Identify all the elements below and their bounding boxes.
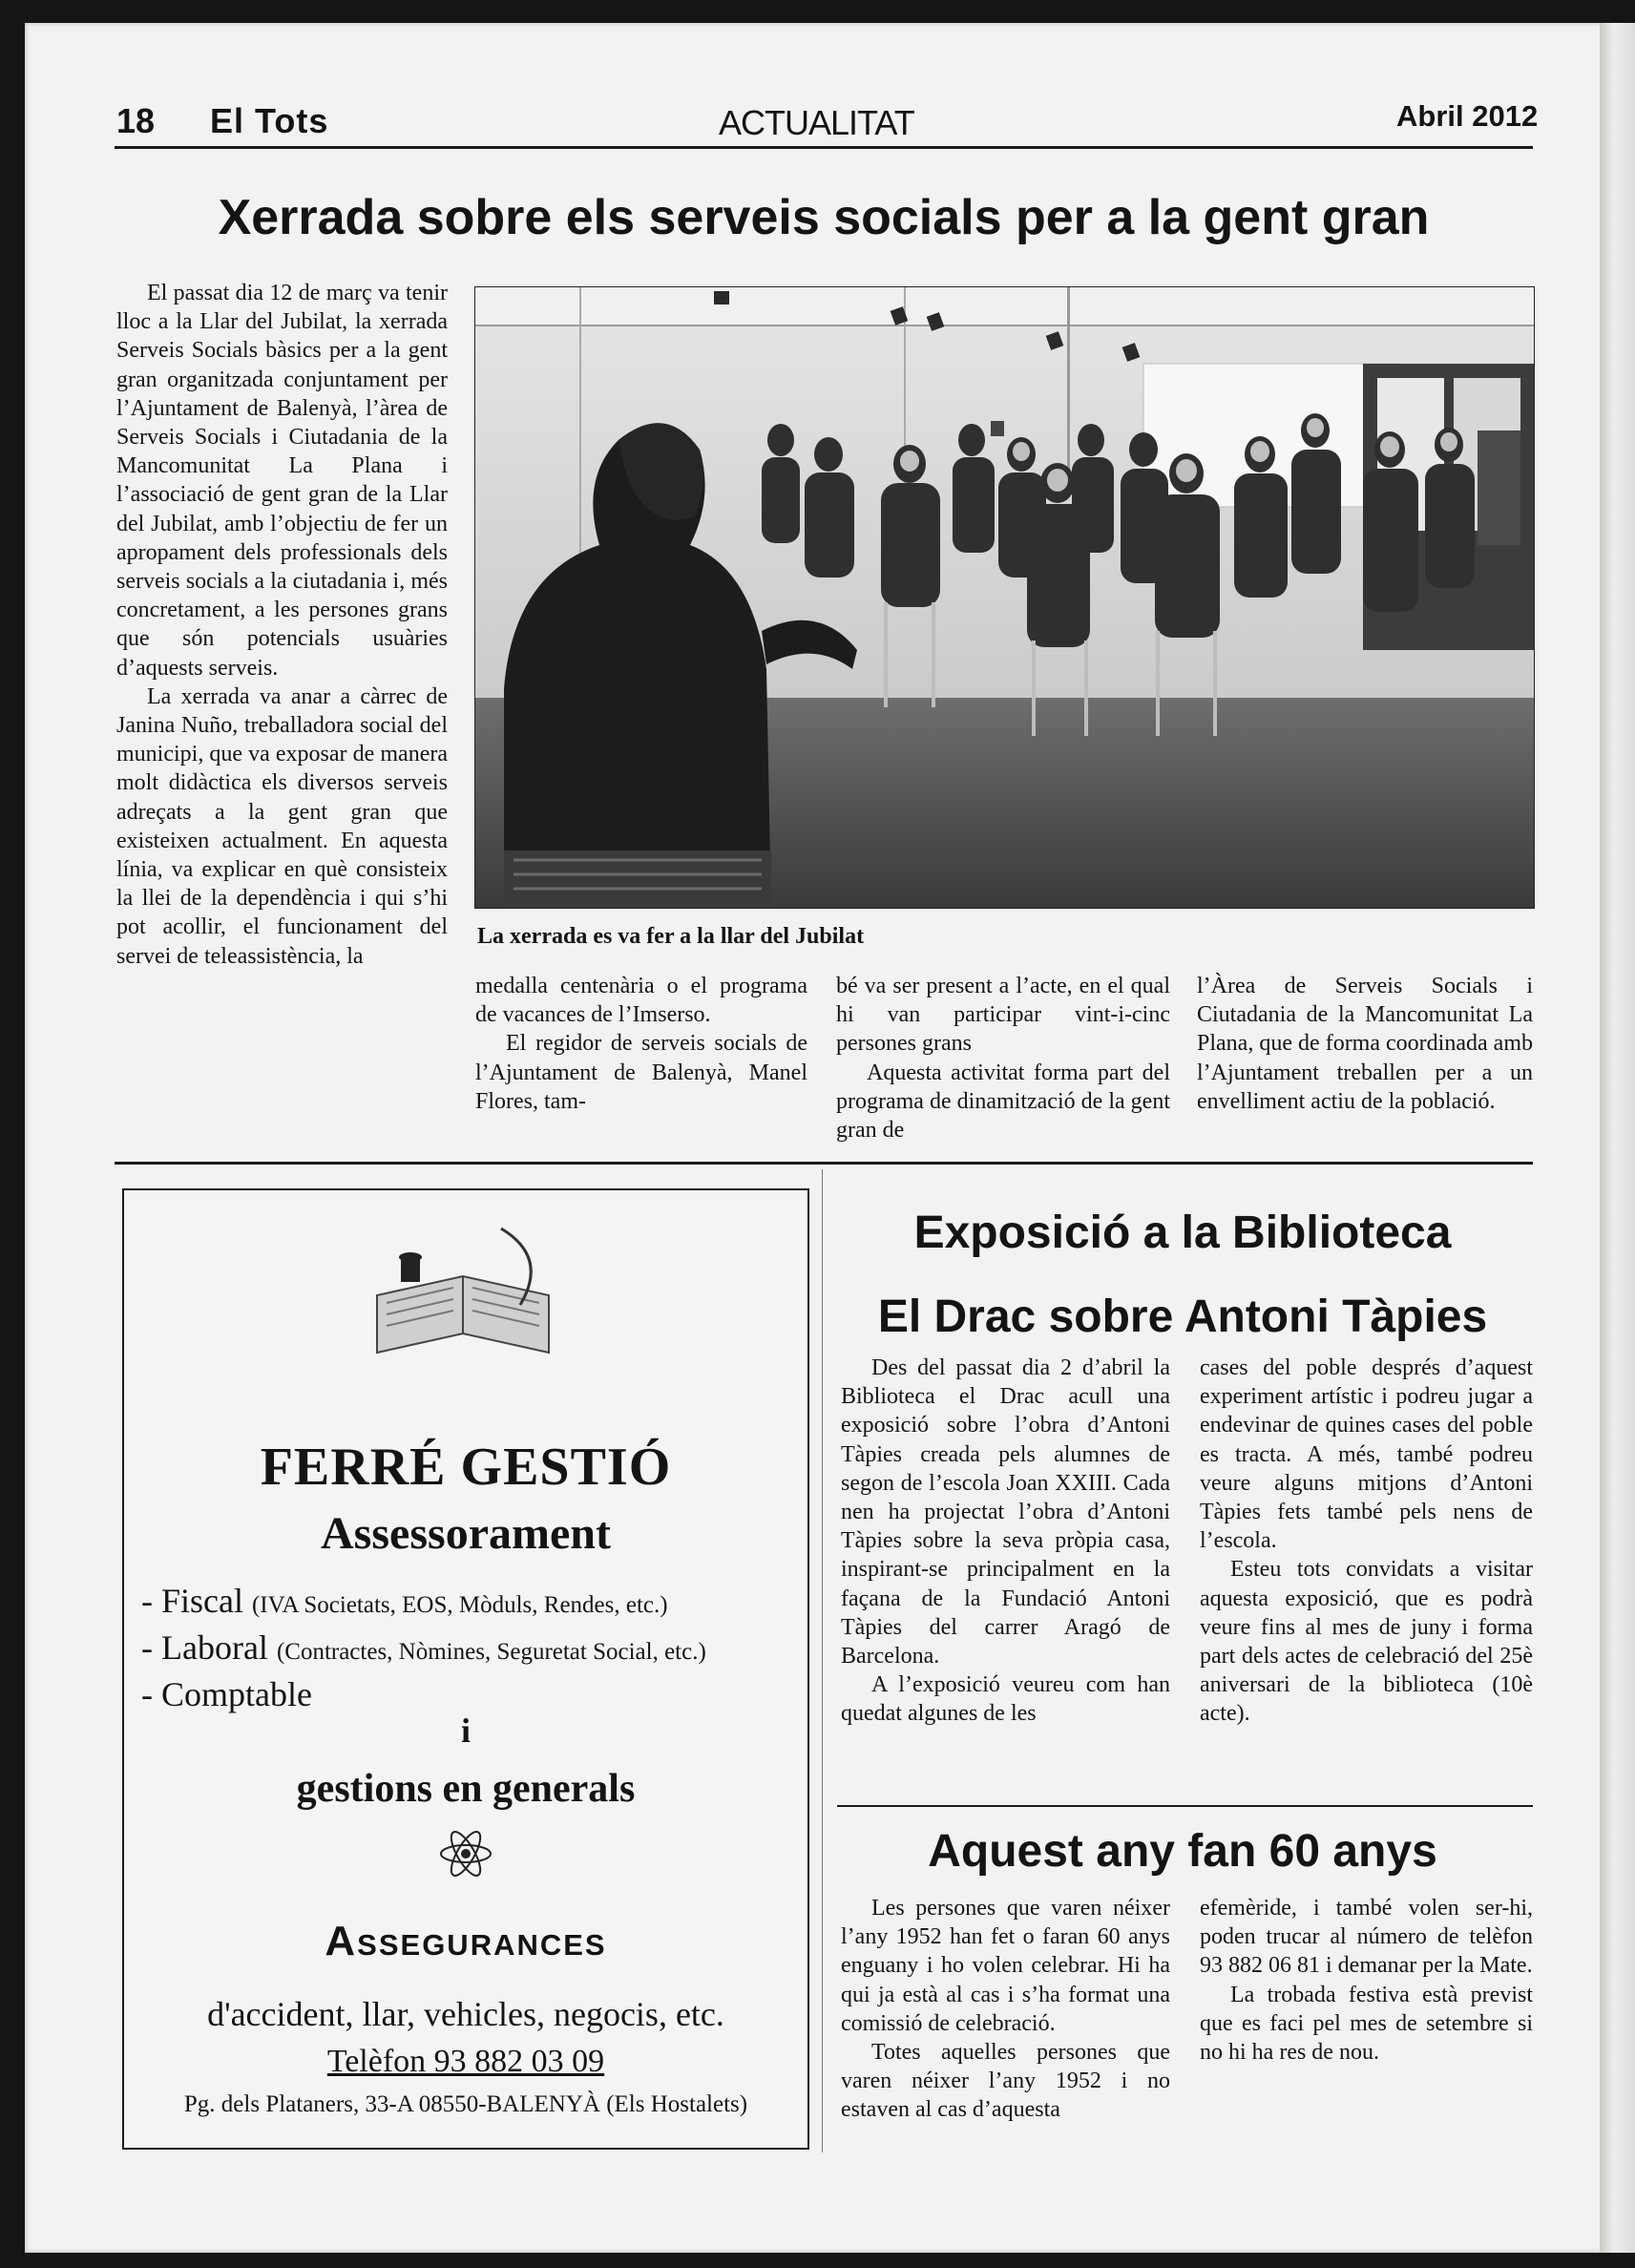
- article2-title-line-1: Exposició a la Biblioteca: [913, 1208, 1452, 1258]
- photo-caption: La xerrada es va fer a la llar del Jubilat: [477, 924, 865, 949]
- service-label: - Fiscal: [141, 1582, 243, 1620]
- paragraph: A l’exposició veureu com han quedat algunes de les: [841, 1672, 1170, 1727]
- article1-column-3: [836, 972, 1170, 1144]
- ad-brand: FERRÉ GESTIÓ: [260, 1438, 672, 1497]
- ad-general: gestions en generals: [296, 1767, 636, 1811]
- service-detail: (IVA Societats, EOS, Mòduls, Rendes, etc.): [251, 1592, 668, 1618]
- paragraph: l’Àrea de Serveis Socials i Ciutadania de la Mancomunitat La Plana, que de forma coordinada amb l’Ajuntament treballen per a un envelliment actiu de la població.: [1197, 974, 1533, 1114]
- ad-phone: Telèfon 93 882 03 09: [326, 2044, 605, 2079]
- atom-icon: [437, 1825, 494, 1882]
- ad-services-list: [141, 1580, 706, 1715]
- article-divider: [115, 1162, 1533, 1165]
- article1-photo: [474, 286, 1535, 909]
- paragraph: Aquesta activitat forma part del programa de dinamització de la gent gran de: [836, 1060, 1170, 1144]
- article2-title: [832, 1191, 1533, 1359]
- paragraph: Totes aquelles persones que varen néixer l’any 1952 i no estaven al cas d’aquesta: [841, 2040, 1170, 2123]
- ad-conjunction: i: [460, 1712, 471, 1750]
- advertisement: [122, 1188, 809, 2150]
- ad-subtitle: Assessorament: [321, 1508, 611, 1559]
- service-detail: (Contractes, Nòmines, Seguretat Social, etc.): [276, 1639, 706, 1665]
- page-edge: [1600, 23, 1635, 2253]
- ad-service: [141, 1627, 706, 1673]
- article2-column-1: [841, 1354, 1170, 1729]
- ad-address: Pg. dels Plataners, 33-A 08550-BALENYÀ (Els Hostalets): [183, 2091, 748, 2117]
- service-label: - Laboral: [141, 1628, 268, 1667]
- column-divider: [822, 1169, 823, 2152]
- paragraph: El regidor de serveis socials de l’Ajuntament de Balenyà, Manel Flores, tam-: [475, 1031, 807, 1114]
- paragraph: Des del passat dia 2 d’abril la Biblioteca el Drac acull una exposició sobre l’obra d’Antoni Tàpies creada pels alumnes de segon de l’escola Joan XXIII. Cada nen ha projectat l’obra d’Antoni Tàpies sobre la seva pròpia casa, inspirant-se principalment en la façana de la Fundació Antoni Tàpies del carrer Aragó de Barcelona.: [841, 1355, 1170, 1670]
- service-label: - Comptable: [141, 1675, 312, 1713]
- ad-service: [141, 1580, 706, 1627]
- page-number: 18: [116, 101, 156, 140]
- ad-insurance-list: d'accident, llar, vehicles, negocis, etc.: [207, 1995, 724, 2033]
- ad-service: [141, 1673, 706, 1715]
- article3-column-1: [841, 1894, 1170, 2125]
- paragraph: La trobada festiva està previst que es faci pel mes de setembre si no hi ha res de nou.: [1200, 1982, 1533, 2066]
- article3-column-2: [1200, 1894, 1533, 2067]
- ad-insurance-title: Assegurances: [325, 1918, 607, 1964]
- section-name: ACTUALITAT: [719, 103, 914, 142]
- paragraph: efemèride, i també volen ser-hi, poden trucar al número de telèfon 93 882 06 81 i demanar per la Mate.: [1200, 1896, 1533, 1979]
- paragraph: El passat dia 12 de març va tenir lloc a la Llar del Jubilat, la xerrada Serveis Socials bàsics per a la gent gran organitzada conjuntament per l’Ajuntament de Balenyà, l’àrea de Serveis Socials i Ciutadania de la Mancomunitat La Plana i l’associació de gent gran de la Llar del Jubilat, amb l’objectiu de fer un apropament dels professionals dels serveis socials a la ciutadania i, més concretament, a les persones grans que són potencials usuàries d’aquests serveis.: [116, 281, 448, 681]
- paragraph: Esteu tots convidats a visitar aquesta exposició, que es podrà veure fins al mes de juny i forma part dels actes de celebració del 25è aniversari de la biblioteca (10è acte).: [1200, 1557, 1533, 1727]
- article2-column-2: [1200, 1354, 1533, 1729]
- paragraph: La xerrada va anar a càrrec de Janina Nuño, treballadora social del municipi, que va exposar de manera molt didàctica els diversos serveis adreçats a la gent gran que existeixen actualment. En aquesta línia, va explicar en què consisteix la llei de la dependència i qui s’hi pot acollir, el funcionament del servei de teleassistència, la: [116, 683, 448, 969]
- paragraph: medalla centenària o el programa de vacances de l’Imserso.: [475, 974, 807, 1028]
- paragraph: Les persones que varen néixer l’any 1952 han fet o faran 60 anys enguany i ho volen celebrar. Hi ha qui ja està al cas i s’ha format una comissió de celebració.: [841, 1896, 1170, 2036]
- issue-date: Abril 2012: [1396, 99, 1539, 133]
- article1-column-4: [1197, 972, 1533, 1116]
- paragraph: bé va ser present a l’acte, en el qual hi van participar vint-i-cinc persones grans: [836, 974, 1170, 1057]
- article1-column-1: [116, 279, 448, 971]
- book-quill-icon: [358, 1219, 587, 1362]
- paragraph: cases del poble després d’aquest experiment artístic i podreu jugar a endevinar de quines cases del poble es tracta. A més, també podreu veure alguns mitjons d’Antoni Tàpies fets també pels nens de l’escola.: [1200, 1355, 1533, 1554]
- article1-column-2: [475, 972, 807, 1116]
- publication-name: El Tots: [210, 101, 329, 140]
- article1-title: Xerrada sobre els serveis socials per a la gent gran: [218, 190, 1430, 245]
- article-divider: [837, 1805, 1533, 1807]
- article3-title: Aquest any fan 60 anys: [928, 1826, 1437, 1877]
- article2-title-line-2: El Drac sobre Antoni Tàpies: [877, 1292, 1488, 1342]
- header-rule: [115, 146, 1533, 149]
